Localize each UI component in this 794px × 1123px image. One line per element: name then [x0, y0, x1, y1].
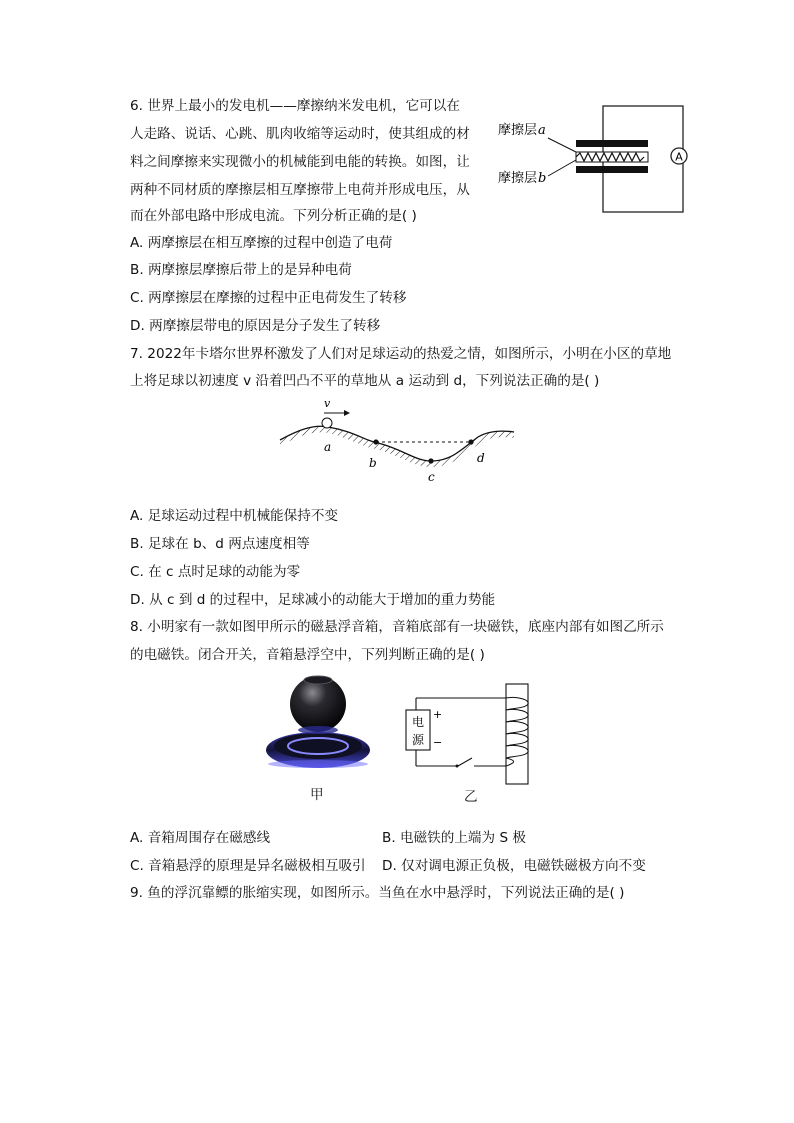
q7-option-a: A. 足球运动过程中机械能保持不变	[130, 508, 339, 524]
q7-terrain-figure	[278, 396, 518, 486]
power-label-1: 电	[411, 715, 425, 729]
layer-a-label: 摩擦层	[498, 123, 538, 138]
point-b-label: b	[369, 456, 377, 470]
q7-option-c: C. 在 c 点时足球的动能为零	[130, 564, 301, 580]
q6-line-1: 6. 世界上最小的发电机——摩擦纳米发电机，它可以在	[130, 98, 460, 114]
q8-line-1: 8. 小明家有一款如图甲所示的磁悬浮音箱，音箱底部有一块磁铁，底座内部有如图乙所示	[130, 619, 664, 635]
q8-option-b: B. 电磁铁的上端为 S 极	[382, 830, 526, 846]
q8-option-a: A. 音箱周围存在磁感线	[130, 830, 271, 846]
q8-option-d: D. 仅对调电源正负极，电磁铁磁极方向不变	[382, 858, 646, 874]
layer-b-label: 摩擦层	[498, 171, 538, 186]
layer-b-letter: b	[538, 171, 547, 186]
ammeter-label: A	[675, 150, 683, 164]
point-a-label: a	[324, 440, 332, 454]
figure-jia-caption: 甲	[310, 787, 324, 803]
power-label-2: 源	[411, 733, 425, 747]
q8-line-2: 的电磁铁。闭合开关，音箱悬浮空中，下列判断正确的是( )	[130, 647, 485, 663]
q7-line-2: 上将足球以初速度 v 沿着凹凸不平的草地从 a 运动到 d，下列说法正确的是( )	[130, 373, 600, 389]
q6-option-a: A. 两摩擦层在相互摩擦的过程中创造了电荷	[130, 235, 393, 251]
q6-line-3: 料之间摩擦来实现微小的机械能到电能的转换。如图，让	[130, 154, 470, 170]
q7-option-b: B. 足球在 b、d 两点速度相等	[130, 536, 310, 552]
q6-option-d: D. 两摩擦层带电的原因是分子发生了转移	[130, 318, 381, 334]
q8-option-c: C. 音箱悬浮的原理是异名磁极相互吸引	[130, 858, 366, 874]
q9-line-1: 9. 鱼的浮沉靠鳔的胀缩实现，如图所示。当鱼在水中悬浮时，下列说法正确的是( )	[130, 885, 625, 901]
figure-yi-caption: 乙	[464, 789, 478, 805]
layer-a-letter: a	[538, 123, 546, 138]
q6-line-4: 两种不同材质的摩擦层相互摩擦带上电荷并形成电压，从	[130, 182, 470, 198]
minus-terminal: −	[433, 736, 443, 749]
q7-option-d: D. 从 c 到 d 的过程中，足球减小的动能大于增加的重力势能	[130, 592, 496, 608]
velocity-label: v	[324, 397, 331, 410]
point-d-label: d	[477, 451, 485, 465]
electromagnet-circuit-figure	[400, 680, 540, 790]
q6-option-b: B. 两摩擦层摩擦后带上的是异种电荷	[130, 262, 352, 278]
q7-line-1: 7. 2022年卡塔尔世界杯激发了人们对足球运动的热爱之情，如图所示，小明在小区的草地	[130, 346, 672, 362]
q6-line-2: 人走路、说话、心跳、肌肉收缩等运动时，使其组成的材	[130, 126, 470, 142]
point-c-label: c	[428, 470, 435, 484]
q6-option-c: C. 两摩擦层在摩擦的过程中正电荷发生了转移	[130, 290, 407, 306]
maglev-speaker-figure	[263, 668, 373, 778]
q6-generator-figure	[490, 100, 700, 220]
plus-terminal: +	[433, 708, 443, 721]
q6-line-5: 而在外部电路中形成电流。下列分析正确的是( )	[130, 208, 417, 224]
